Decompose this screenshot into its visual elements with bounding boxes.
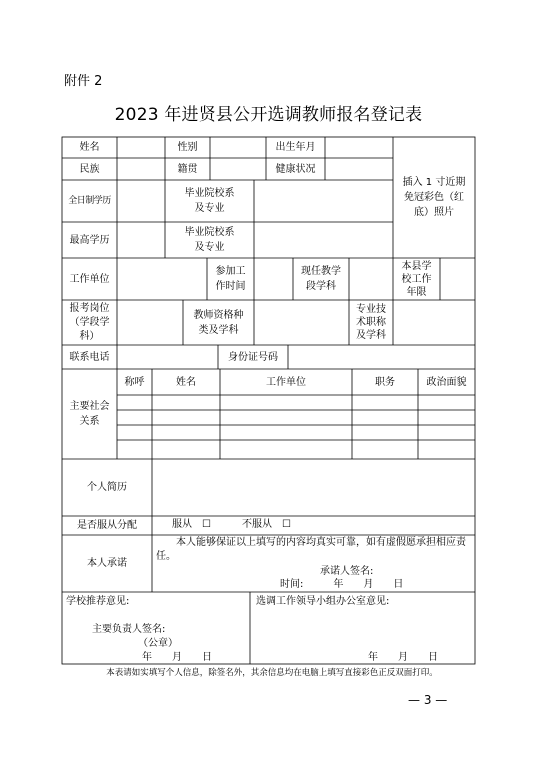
promise-signature[interactable]: 承诺人签名:: [320, 566, 374, 577]
input-highest-education[interactable]: [117, 222, 165, 258]
input-grad-school-2[interactable]: [254, 222, 393, 258]
label-fulltime-education: 全日制学历: [68, 195, 111, 206]
input-fulltime-education[interactable]: [117, 180, 165, 222]
label-current-subject: 现任教学 段学科: [301, 266, 341, 292]
input-birth[interactable]: [325, 137, 393, 158]
input-work-start[interactable]: [254, 258, 293, 300]
promise-date[interactable]: 时间: 年 月 日: [280, 579, 404, 590]
label-resume: 个人简历: [87, 482, 127, 493]
attachment-label: 附件 2: [64, 74, 103, 89]
office-date[interactable]: 年 月 日: [368, 652, 438, 663]
family-header-position: 职务: [375, 376, 395, 388]
promise-text: 本人能够保证以上填写的内容均真实可靠，如有虚假愿承担相应责任。: [156, 537, 466, 562]
label-health: 健康状况: [275, 163, 316, 175]
input-health[interactable]: [325, 158, 393, 180]
input-apply-post[interactable]: [117, 300, 183, 345]
family-header-title: 称呼: [124, 376, 145, 388]
family-header-political-status: 政治面貌: [426, 376, 467, 388]
label-work-start: 参加工 作时间: [215, 266, 246, 292]
input-grad-school-1[interactable]: [254, 180, 393, 222]
label-family-relations: 主要社会 关系: [69, 401, 110, 427]
label-ethnicity: 民族: [79, 163, 100, 175]
label-id-number: 身份证号码: [228, 351, 278, 363]
leader-signature[interactable]: 主要负责人签名:: [92, 624, 166, 635]
input-name[interactable]: [117, 137, 165, 158]
checkbox-obey[interactable]: 服从 ☐: [172, 519, 211, 530]
label-work-unit: 工作单位: [69, 273, 110, 285]
label-school-opinion: 学校推荐意见:: [66, 596, 130, 607]
label-teacher-cert: 教师资格种 类及学科: [193, 309, 244, 336]
label-grad-school-1: 毕业院校系 及专业: [184, 188, 235, 214]
form-title: 2023 年进贤县公开选调教师报名登记表: [114, 105, 423, 125]
label-highest-education: 最高学历: [69, 234, 110, 246]
input-tech-title[interactable]: [393, 300, 475, 345]
page-number: — 3 —: [408, 693, 448, 707]
input-gender[interactable]: [210, 137, 266, 158]
label-phone: 联系电话: [69, 351, 110, 363]
input-id-number[interactable]: [288, 345, 475, 369]
input-ethnicity[interactable]: [117, 158, 165, 180]
input-native-place[interactable]: [210, 158, 266, 180]
input-teacher-cert[interactable]: [254, 300, 349, 345]
input-resume[interactable]: [152, 459, 475, 516]
label-gender: 性别: [177, 142, 198, 153]
input-county-years[interactable]: [440, 258, 475, 300]
label-birth: 出生年月: [275, 142, 316, 153]
label-native-place: 籍贯: [177, 163, 198, 175]
input-phone[interactable]: [117, 345, 218, 369]
label-obey-assignment: 是否服从分配: [77, 520, 137, 531]
label-name: 姓名: [79, 142, 100, 153]
label-promise: 本人承诺: [87, 558, 127, 569]
input-work-unit[interactable]: [117, 258, 207, 300]
footnote: 本表请如实填写个人信息，除签名外，其余信息均在电脑上填写直接彩色正反双面打印。: [106, 668, 438, 678]
photo-placeholder[interactable]: 插入 1 寸近期 免冠彩色（红 底）照片: [402, 177, 466, 218]
family-rows-input-area[interactable]: [117, 395, 475, 459]
label-grad-school-2: 毕业院校系 及专业: [184, 227, 235, 253]
label-tech-title: 专业技 术职称 及学科: [356, 304, 386, 341]
official-seal: （公章）: [138, 638, 178, 649]
family-header-work-unit: 工作单位: [266, 376, 306, 388]
label-apply-post: 报考岗位 （学段学 科）: [69, 302, 110, 342]
checkbox-not-obey[interactable]: 不服从 ☐: [242, 519, 291, 530]
label-office-opinion: 选调工作领导小组办公室意见:: [256, 596, 390, 607]
label-county-years: 本县学 校工作 年限: [401, 260, 432, 298]
family-header-name: 姓名: [176, 376, 196, 388]
school-date[interactable]: 年 月 日: [142, 652, 212, 663]
input-current-subject[interactable]: [349, 258, 393, 300]
